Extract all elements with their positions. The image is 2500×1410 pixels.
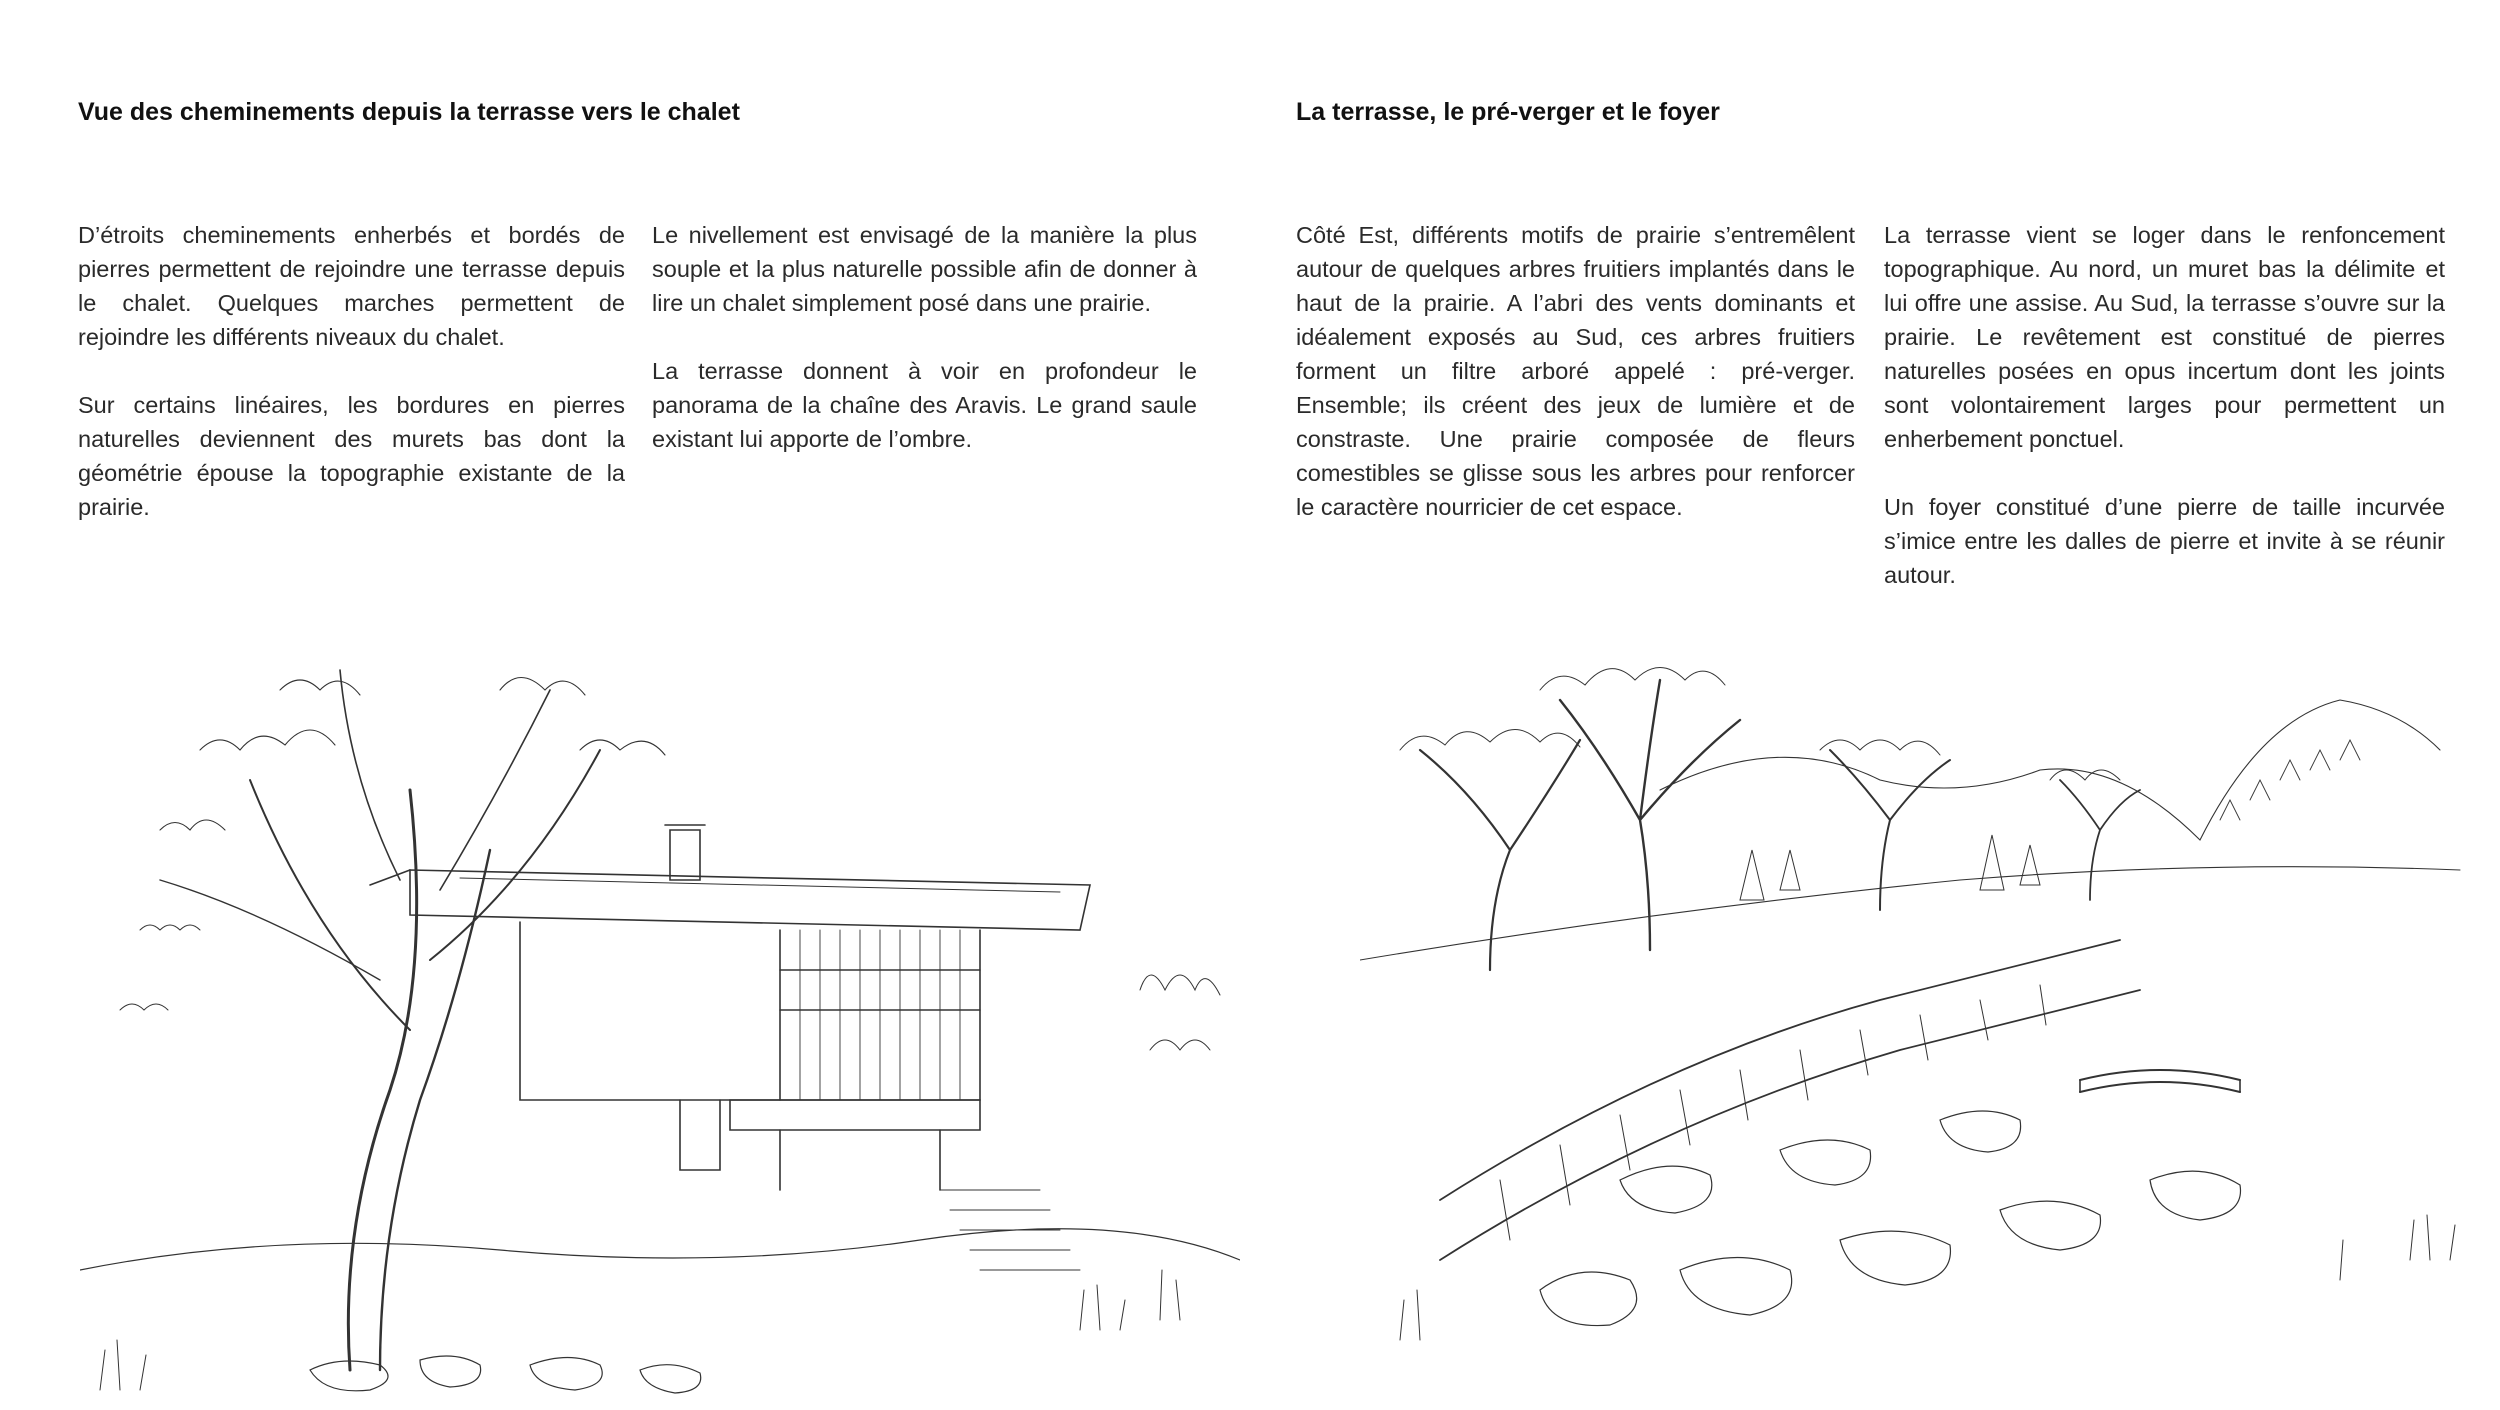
right-col2-paragraph: La terrasse vient se loger dans le renfoncement topographique. Au nord, un muret bas la délimite et lui offre une assise. Au Sud, la terrasse s’ouvre sur la prairie. Le revêtement est constitué de pierres naturelles posées en opus incertum dont les joints sont volontairement larges pour permettent un enherbement ponctuel.: [1884, 222, 2445, 452]
left-page: [0, 0, 1250, 1406]
left-column-2: [652, 218, 1197, 456]
right-col1-paragraph: Côté Est, différents motifs de prairie s’entremêlent autour de quelques arbres fruitiers implantés dans le haut de la prairie. A l’abri des vents dominants et idéalement exposés au Sud, ces arbres fruitiers forment un filtre arboré appelé : pré-verger. Ensemble; ils créent des jeux de lumière et de constraste. Une prairie composée de fleurs comestibles se glisse sous les arbres pour renforcer le caractère nourricier de cet espace.: [1296, 222, 1855, 520]
right-page-title: La terrasse, le pré-verger et le foyer: [1296, 98, 1720, 126]
left-col2-paragraph: La terrasse donnent à voir en profondeur le panorama de la chaîne des Aravis. Le grand saule existant lui apporte de l’ombre.: [652, 358, 1197, 452]
right-col2-paragraph: Un foyer constitué d’une pierre de taille incurvée s’imice entre les dalles de pierre et invite à se réunir autour.: [1884, 494, 2445, 588]
terrace-orchard-sketch: [1360, 640, 2490, 1360]
left-col1-paragraph: Sur certains linéaires, les bordures en pierres naturelles deviennent des murets bas dont la géométrie épouse la topographie existante de la prairie.: [78, 392, 625, 520]
left-page-title: Vue des cheminements depuis la terrasse vers le chalet: [78, 98, 740, 126]
right-page: [1250, 0, 2500, 1406]
left-column-1: [78, 218, 625, 524]
left-col1-paragraph: D’étroits cheminements enherbés et bordés de pierres permettent de rejoindre une terrasse depuis le chalet. Quelques marches permettent de rejoindre les différents niveaux du chalet.: [78, 222, 625, 350]
right-column-2: [1884, 218, 2445, 592]
left-col2-paragraph: Le nivellement est envisagé de la manière la plus souple et la plus naturelle possible afin de donner à lire un chalet simplement posé dans une prairie.: [652, 222, 1197, 316]
chalet-pathway-sketch: [80, 630, 1240, 1410]
right-column-1: [1296, 218, 1855, 524]
